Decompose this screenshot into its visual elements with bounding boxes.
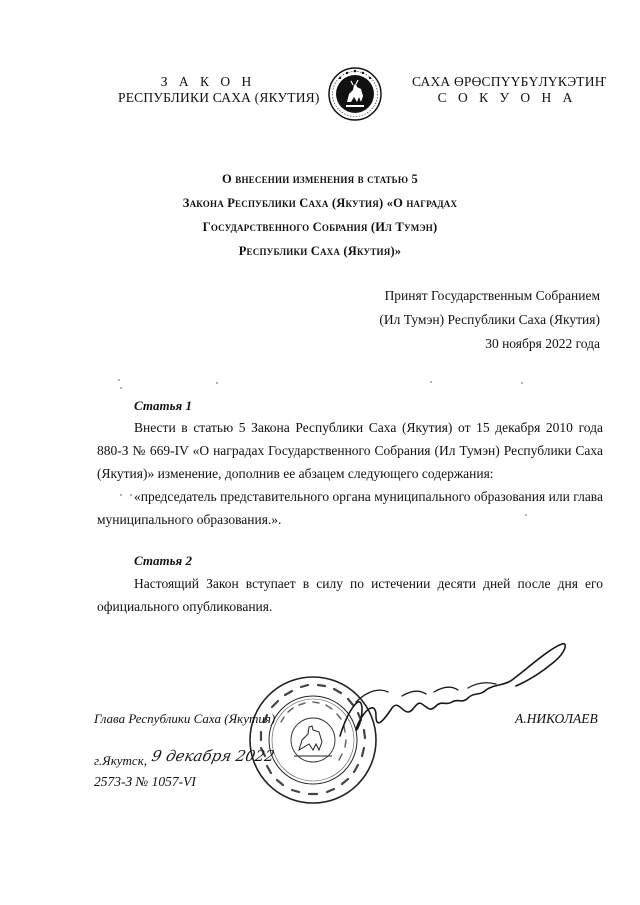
law-title-line1: О внесении изменения в статью 5 (222, 172, 418, 186)
article1-heading: Статья 1 (134, 398, 192, 413)
article2-text: Настоящий Закон вступает в силу по истечении десяти дней после дня его официального опубликования. (97, 576, 603, 614)
scan-speck (120, 387, 122, 389)
adoption-block (300, 284, 600, 356)
header-left-line2: РЕСПУБЛИКИ САХА (ЯКУТИЯ) (118, 90, 320, 105)
signing-city: г.Якутск, (94, 753, 148, 768)
signatory-position: Глава Республики Саха (Якутия) (94, 711, 276, 726)
article1-text: Внести в статью 5 Закона Республики Саха (Якутия) от 15 декабря 2010 года 880-З № 669-IV «О наградах Государственного Собрания (Ил Тумэн) Республики Саха (Якутия)» изменение, дополнив ее абзацем следующего содержания: (97, 420, 603, 481)
header-left (118, 74, 320, 106)
law-title-line3: Государственного Собрания (Ил Тумэн) (202, 220, 438, 234)
scan-speck (216, 382, 218, 384)
header-right (412, 74, 607, 106)
article1-quote: «председатель представительного органа муниципального образования или глава муниципального образования.». (97, 489, 603, 527)
adoption-line2: (Ил Тумэн) Республики Саха (Якутия) (379, 312, 600, 327)
signatory-name: А.НИКОЛАЕВ (515, 711, 598, 726)
law-number: 2573-З № 1057-VI (94, 774, 196, 789)
adoption-date: 30 ноября 2022 года (485, 336, 600, 351)
header-left-line1: З А К О Н (160, 74, 256, 89)
header-right-line1: САХА ӨРӨСПҮҮБҮЛҮКЭТИҤ (412, 74, 607, 89)
signature-scribble (318, 640, 572, 750)
header-right-line2: С О К У О Н А (437, 90, 577, 105)
scan-speck (430, 381, 432, 383)
signing-date-handwritten: 9 декабря 2022 (150, 747, 277, 765)
scan-speck (521, 382, 523, 384)
article2-heading: Статья 2 (134, 553, 192, 568)
law-title-line4: Республики Саха (Якутия)» (238, 244, 402, 258)
scan-speck (118, 379, 120, 381)
coat-of-arms-icon (327, 66, 383, 122)
adoption-line1: Принят Государственным Собранием (384, 288, 600, 303)
law-title-line2: Закона Республики Саха (Якутия) «О наградах (182, 196, 458, 210)
